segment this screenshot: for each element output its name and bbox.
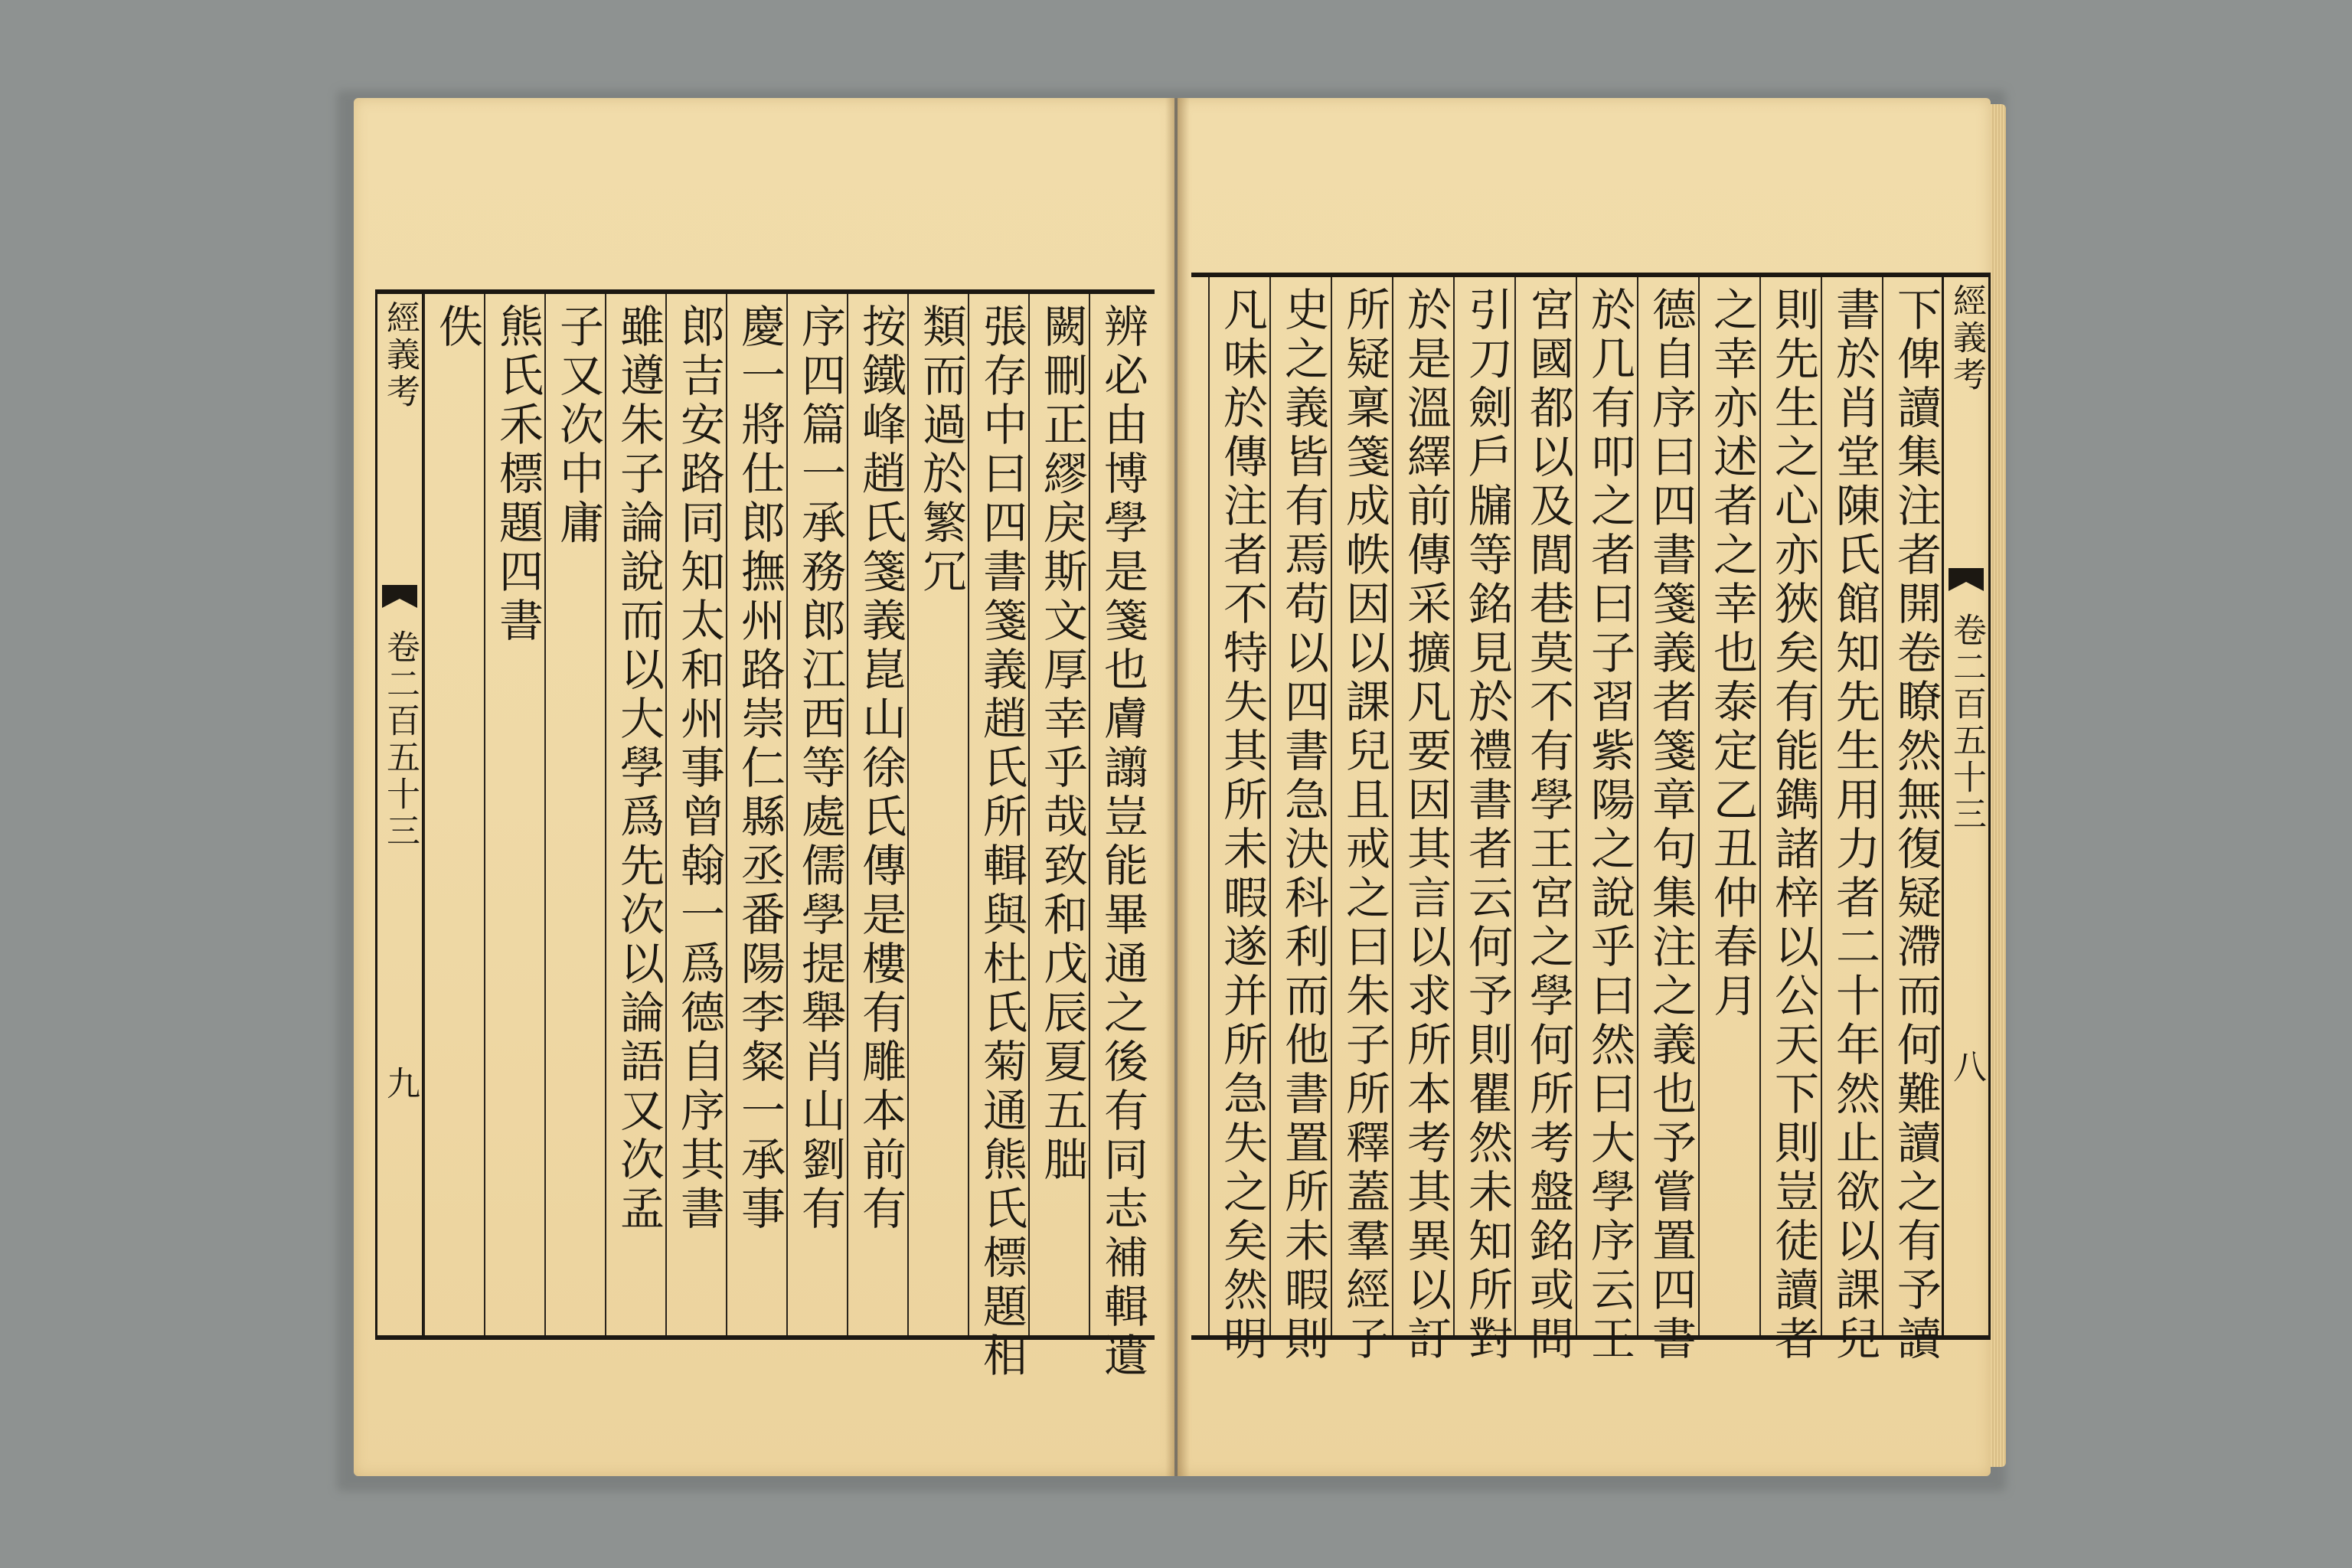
text-column [605,294,671,1335]
column-text: 德自序曰四書箋義者箋章句集注之義也予嘗置四書 [1645,286,1697,1364]
fold-volume-label: 卷二百五十三 [381,629,420,850]
text-column [968,294,1034,1381]
text-column [1821,277,1886,1364]
page-edge [1991,104,2006,1467]
text-column [544,294,610,1335]
column-text: 之幸亦述者之幸也泰定乙丑仲春月 [1706,286,1758,1021]
column-text: 凡味於傳注者不特失其所未暇遂并所急失之矣然明 [1216,286,1268,1364]
text-column [423,294,489,1335]
column-text: 佚 [431,303,483,352]
column-text: 序四篇一承務郎江西等處儒學提舉肖山劉有 [794,303,846,1234]
text-column [1331,277,1396,1364]
column-text: 類而過於繁冗 [915,303,967,597]
left-fold-margin [375,294,424,1335]
text-column [1576,277,1642,1364]
column-text: 子又次中庸 [552,303,604,548]
right-fold-margin [1942,277,1991,1335]
left-text-frame [375,289,1155,1381]
column-text: 所疑稟箋成帙因以課兒且戒之曰朱子所釋蓋羣經子 [1338,286,1390,1364]
column-text: 辨必由博學是箋也膚譾豈能畢通之後有同志補輯遺 [1096,303,1148,1381]
text-column [1089,294,1155,1381]
column-text: 熊氏禾標題四書 [492,303,544,646]
text-column [1208,277,1274,1364]
column-text: 下俾讀集注者開卷瞭然無復疑滯而何難讀之有予讀 [1890,286,1942,1364]
text-column [1453,277,1519,1364]
column-text: 於是溫繹前傳采擴凡要因其言以求所本考其異以訂 [1400,286,1452,1364]
text-column [1514,277,1580,1364]
column-text: 按鐵峰趙氏箋義崑山徐氏傳是樓有雕本前有 [854,303,906,1234]
text-column [665,294,731,1335]
text-column [786,294,852,1335]
fold-book-title: 經義考 [1947,283,1986,394]
column-text: 則先生之心亦狹矣有能鐫諸梓以公天下則豈徒讀者 [1767,286,1819,1364]
text-column [1698,277,1764,1335]
book-gutter [1165,98,1190,1476]
text-column [1028,294,1094,1335]
fold-page-number: 八 [1947,1049,1986,1086]
column-text: 引刀劍戶牖等銘見於禮書者云何予則瞿然未知所對 [1461,286,1513,1364]
column-text: 書於肖堂陳氏館知先生用力者二十年然止欲以課兒 [1828,286,1880,1364]
fold-page-number: 九 [381,1066,420,1102]
fold-book-title: 經義考 [381,300,420,410]
text-column [907,294,973,1335]
right-text-frame [1191,273,1991,1364]
text-column [1269,277,1335,1364]
column-text: 郎吉安路同知太和州事曾翰一爲德自序其書 [673,303,725,1234]
column-text: 雖遵朱子論說而以大學爲先次以論語又次孟 [612,303,665,1234]
column-text: 史之義皆有焉苟以四書急決科利而他書置所未暇則 [1277,286,1329,1364]
text-column [1637,277,1703,1364]
column-text: 闕刪正繆戾斯文厚幸乎哉致和戊辰夏五朏 [1036,303,1088,1185]
column-text: 宮國都以及閭巷莫不有學王宮之學何所考盤銘或問 [1522,286,1574,1364]
text-column [1759,277,1825,1364]
column-text: 於几有叩之者曰子習紫陽之說乎曰然曰大學序云王 [1583,286,1635,1364]
text-column [726,294,792,1335]
column-text: 張存中曰四書箋義趙氏所輯與杜氏菊通熊氏標題相 [975,303,1027,1381]
text-column [484,294,550,1335]
text-column [1392,277,1458,1364]
text-column [847,294,913,1335]
text-column [1882,277,1948,1364]
column-text: 慶一將仕郎撫州路崇仁縣丞番陽李粲一承事 [733,303,786,1234]
fold-volume-label: 卷二百五十三 [1947,612,1986,833]
